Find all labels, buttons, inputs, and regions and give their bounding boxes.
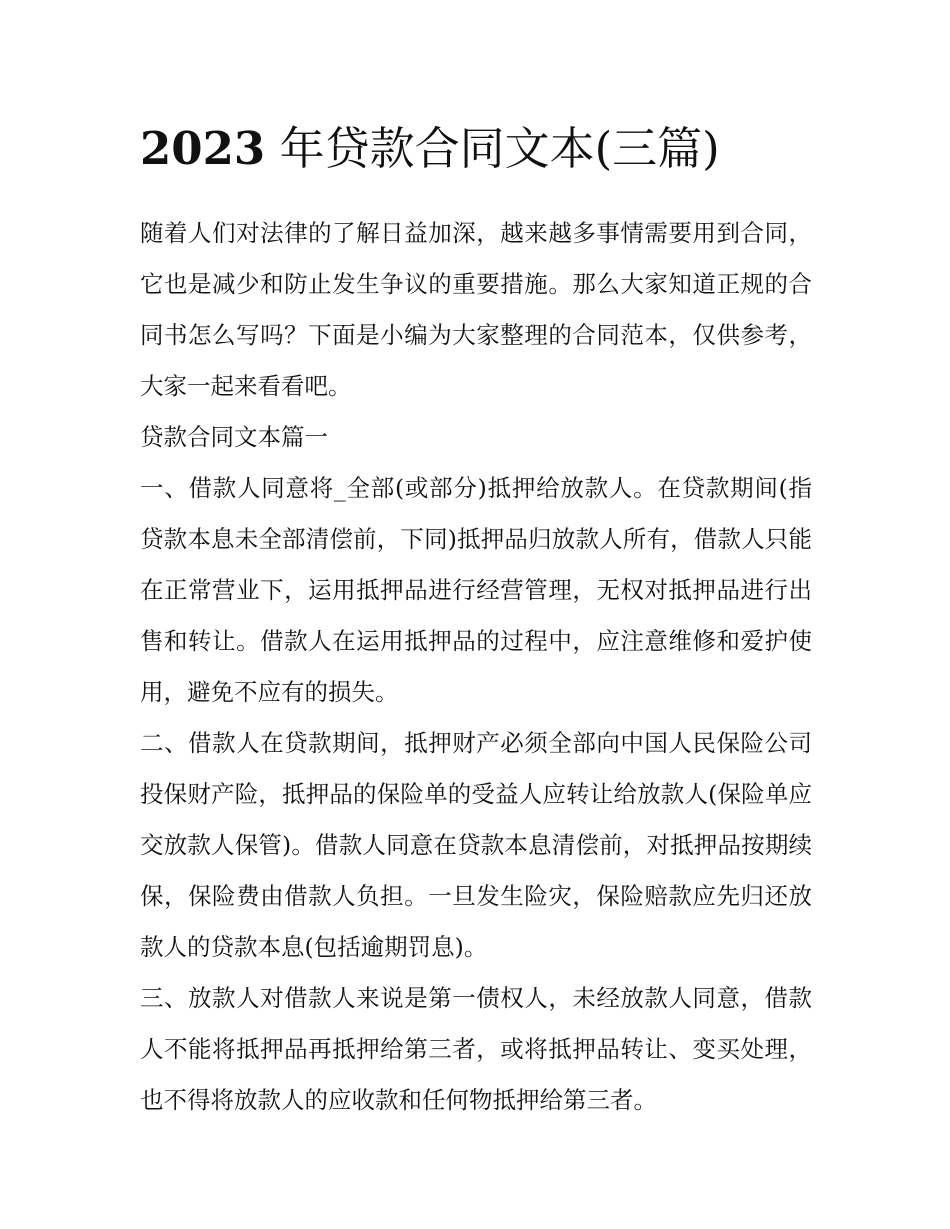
title-text: 年贷款合同文本(三篇) bbox=[279, 122, 720, 175]
title-year: 2023 bbox=[140, 122, 266, 175]
document-body bbox=[140, 208, 812, 1126]
clause-paragraph-1: 一、借款人同意将_全部(或部分)抵押给放款人。在贷款期间(指贷款本息未全部清偿前，下同)抵押品归放款人所有，借款人只能在正常营业下，运用抵押品进行经营管理，无权对抵押品进行出售和转让。借款人在运用抵押品的过程中，应注意维修和爱护使用，避免不应有的损失。 bbox=[140, 474, 812, 706]
document-title bbox=[140, 116, 812, 182]
clause-paragraph-2: 二、借款人在贷款期间，抵押财产必须全部向中国人民保险公司投保财产险，抵押品的保险单的受益人应转让给放款人(保险单应交放款人保管)。借款人同意在贷款本息清偿前，对抵押品按期续保，保险费由借款人负担。一旦发生险灾，保险赔款应先归还放款人的贷款本息(包括逾期罚息)。 bbox=[140, 729, 812, 961]
section-heading: 贷款合同文本篇一 bbox=[140, 423, 328, 451]
clause-paragraph-3: 三、放款人对借款人来说是第一债权人，未经放款人同意，借款人不能将抵押品再抵押给第三者，或将抵押品转让、变买处理，也不得将放款人的应收款和任何物抵押给第三者。 bbox=[140, 984, 812, 1114]
intro-paragraph: 随着人们对法律的了解日益加深，越来越多事情需要用到合同，它也是减少和防止发生争议的重要措施。那么大家知道正规的合同书怎么写吗？下面是小编为大家整理的合同范本，仅供参考，大家一起来看看吧。 bbox=[140, 219, 812, 400]
